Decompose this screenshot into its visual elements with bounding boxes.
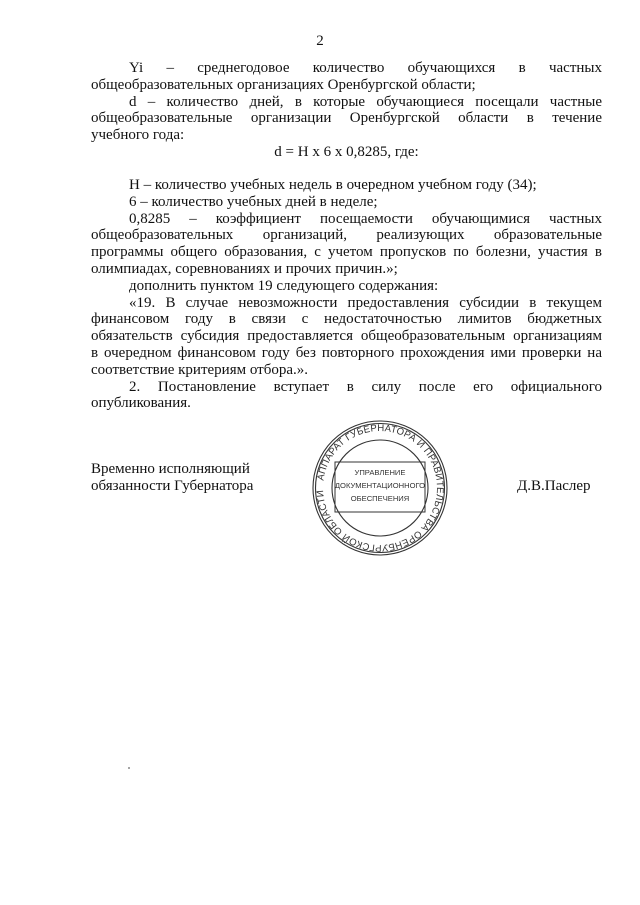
signatory-title <box>91 461 253 495</box>
six-definition: 6 – количество учебных дней в неделе; <box>129 193 378 210</box>
amendment-line1: «19. В случае невозможности предоставления субсидии в текущем <box>129 294 602 311</box>
amendment-intro: дополнить пунктом 19 следующего содержания: <box>129 277 439 294</box>
scan-speck <box>128 767 130 769</box>
stamp-seal-icon <box>310 418 450 558</box>
h-definition: H – количество учебных недель в очередном учебном году (34); <box>129 177 537 193</box>
coefficient-line4: олимпиадах, соревнованиях и прочих причин.»; <box>91 260 398 277</box>
d-definition-line3: учебного года: <box>91 127 185 144</box>
yi-definition-line1: Yi – среднегодовое количество обучающихся в частных <box>129 60 602 76</box>
amendment-line3: обязательств субсидия предоставляется общеобразовательным организациям <box>91 328 602 345</box>
official-stamp <box>310 418 450 558</box>
coefficient-line1: 0,8285 – коэффициент посещаемости обучающимися частных <box>129 210 602 227</box>
page-number: 2 <box>316 33 324 49</box>
amendment-line2: финансовом году в связи с недостаточностью лимитов бюджетных <box>91 311 602 328</box>
signatory-title-line2: обязанности Губернатора <box>91 478 254 494</box>
coefficient-line2: общеобразовательных организаций, реализующих образовательные <box>91 227 602 244</box>
signatory-title-line1: Временно исполняющий <box>91 461 250 477</box>
d-definition-line1: d – количество дней, в которые обучающиеся посещали частные <box>129 93 602 110</box>
stamp-outer-text: АППАРАТ ГУБЕРНАТОРА И ПРАВИТЕЛЬСТВА ОРЕНБУРГСКОЙ ОБЛАСТИ <box>314 422 446 554</box>
formula-terms-block <box>91 177 602 412</box>
clause2-line1: 2. Постановление вступает в силу после его официального <box>129 378 602 395</box>
amendment-line4: в очередном финансовом году без повторного прохождения ими проверки на <box>91 344 602 361</box>
amendment-line5: соответствие критериям отбора.». <box>91 361 308 378</box>
yi-definition-line2: общеобразовательных организациях Оренбургской области; <box>91 76 476 93</box>
formula: d = H x 6 x 0,8285, где: <box>274 143 419 160</box>
stamp-inner-line3: ОБЕСПЕЧЕНИЯ <box>350 494 410 503</box>
signatory-name: Д.В.Паслер <box>517 478 591 494</box>
d-definition-line2: общеобразовательные организации Оренбургской области в течение <box>91 110 602 127</box>
clause2-line2: опубликования. <box>91 395 191 412</box>
definitions-block <box>91 60 602 161</box>
coefficient-line3: программы общего образования, с учетом пропусков по болезни, участия в <box>91 244 602 261</box>
stamp-inner-line2: ДОКУМЕНТАЦИОННОГО <box>334 481 426 490</box>
stamp-inner-line1: УПРАВЛЕНИЕ <box>354 468 406 477</box>
